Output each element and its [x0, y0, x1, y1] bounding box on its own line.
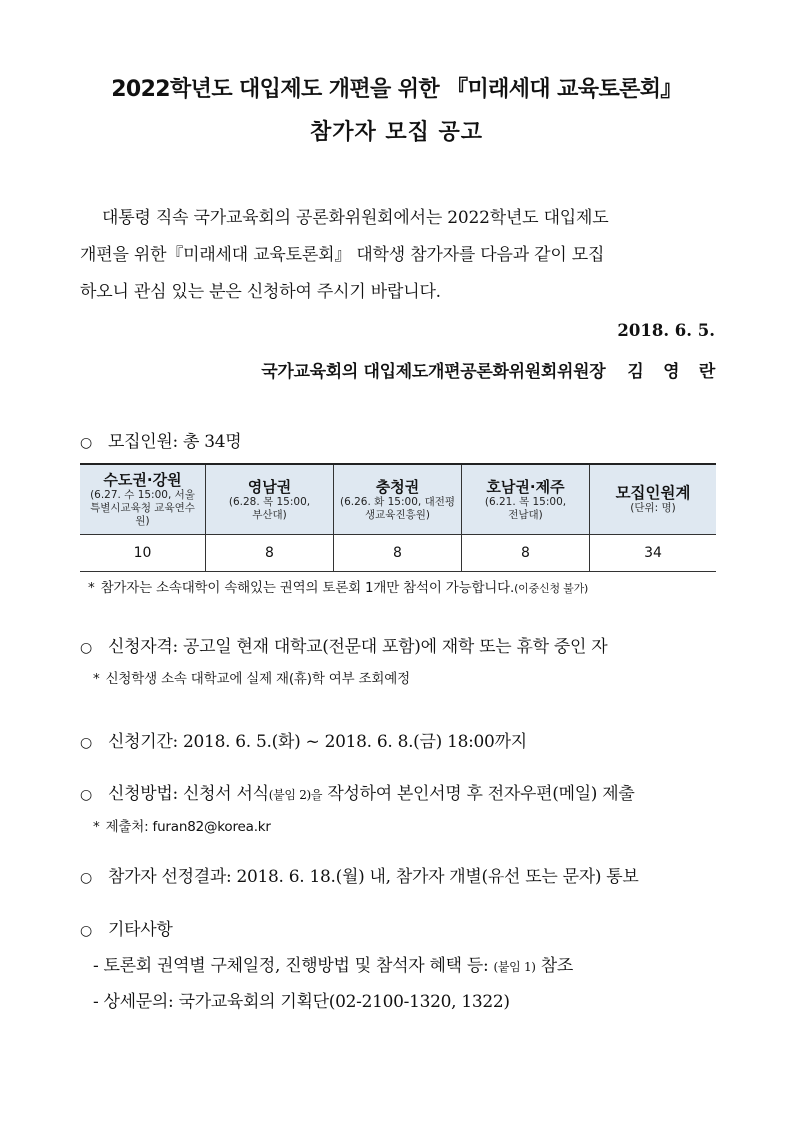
notice-title: 2022학년도 대입제도 개편을 위한 『미래세대 교육토론회』	[111, 77, 682, 102]
attachment-ref: (붙임 1)	[493, 960, 536, 974]
table-row	[80, 535, 716, 572]
section-eligibility	[80, 632, 607, 657]
section-etc	[80, 915, 173, 940]
bullet-circle: ○	[80, 870, 92, 886]
note-text: 신청학생 소속 대학교에 실제 재(휴)학 여부 조회예정	[105, 671, 410, 687]
region-name: 충청권	[375, 477, 420, 496]
intro-line: 개편을 위한『미래세대 교육토론회』 대학생 참가자를 다음과 같이 모집	[80, 245, 605, 265]
notice-subtitle: 참가자 모집 공고	[309, 120, 484, 145]
region-detail: (6.28. 목 15:00, 부산대)	[228, 495, 311, 521]
table-header-cell	[206, 464, 334, 535]
table-header-cell	[334, 464, 462, 535]
table-header-cell	[80, 464, 206, 535]
method-note	[93, 815, 271, 835]
signature	[261, 357, 715, 382]
etc-item	[93, 951, 573, 976]
table-cell: 10	[80, 535, 206, 572]
attachment-ref: (붙임 2)을	[268, 788, 323, 802]
section-text: 신청기간: 2018. 6. 5.(화) ~ 2018. 6. 8.(금) 18:00까지	[108, 732, 527, 752]
bullet-circle: ○	[80, 640, 92, 656]
region-detail: (6.26. 화 15:00, 대전평생교육진흥원)	[340, 495, 455, 521]
etc-text: - 토론회 권역별 구체일정, 진행방법 및 참석자 혜택 등:	[93, 956, 494, 976]
section-text: 기타사항	[108, 920, 173, 940]
section-recruit	[80, 427, 241, 452]
intro-paragraph	[80, 200, 720, 311]
section-period	[80, 727, 527, 752]
section-text: 신청방법: 신청서 서식	[108, 784, 269, 804]
section-result	[80, 862, 639, 887]
table-cell: 8	[334, 535, 462, 572]
note-text: 참가자는 소속대학이 속해있는 권역의 토론회 1개만 참석이 가능합니다.	[100, 580, 515, 596]
bullet-circle: ○	[80, 787, 92, 803]
region-name: 호남권·제주	[486, 477, 565, 496]
total-unit: (단위: 명)	[630, 502, 676, 514]
table-cell: 8	[462, 535, 590, 572]
bullet-circle: ○	[80, 435, 92, 451]
etc-text: 참조	[535, 956, 574, 976]
region-name: 영남권	[247, 477, 292, 496]
signature-org: 국가교육회의 대입제도개편공론화위원회위원장	[261, 362, 606, 382]
intro-line: 대통령 직속 국가교육회의 공론화위원회에서는 2022학년도 대입제도	[102, 208, 609, 228]
table-cell: 8	[206, 535, 334, 572]
region-detail: (6.27. 수 15:00, 서울특별시교육청 교육연수원)	[90, 489, 195, 527]
note-small: (이중신청 불가)	[514, 582, 589, 595]
bullet-circle: ○	[80, 923, 92, 939]
note-marker: *	[93, 819, 100, 835]
table-note	[88, 576, 588, 596]
table-header-cell	[462, 464, 590, 535]
section-text: 작성하여 본인서명 후 전자우편(메일) 제출	[322, 784, 635, 804]
section-text: 참가자 선정결과: 2018. 6. 18.(월) 내, 참가자 개별(유선 또는 문자) 통보	[108, 867, 639, 887]
signature-name: 김 영 란	[627, 362, 715, 382]
region-detail: (6.21. 목 15:00, 전남대)	[484, 495, 567, 521]
region-name: 수도권·강원	[103, 471, 182, 489]
note-marker: *	[93, 671, 100, 687]
section-method	[80, 779, 635, 804]
table-cell: 34	[590, 535, 717, 572]
etc-item: - 상세문의: 국가교육회의 기획단(02-2100-1320, 1322)	[93, 992, 510, 1012]
section-text: 신청자격: 공고일 현재 대학교(전문대 포함)에 재학 또는 휴학 중인 자	[108, 637, 608, 657]
note-marker: *	[88, 580, 95, 596]
note-text: 제출처: furan82@korea.kr	[105, 819, 271, 835]
total-label: 모집인원계	[615, 484, 691, 502]
intro-line: 하오니 관심 있는 분은 신청하여 주시기 바랍니다.	[80, 282, 441, 302]
table-header-cell	[590, 464, 717, 535]
bullet-circle: ○	[80, 735, 92, 751]
table-header-row	[80, 464, 716, 535]
notice-date: 2018. 6. 5.	[617, 321, 715, 340]
eligibility-note	[93, 667, 410, 687]
recruit-table	[80, 463, 716, 572]
section-text: 모집인원: 총 34명	[108, 432, 242, 452]
